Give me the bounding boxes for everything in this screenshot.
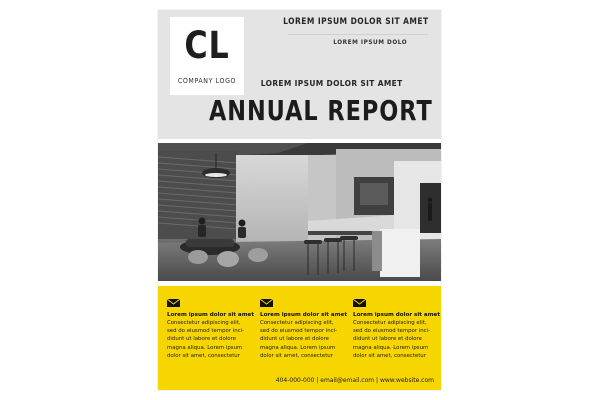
cover-header [158,10,441,139]
logo-caption: COMPANY LOGO [177,77,237,85]
column-body: Consectetur adipiscing elit, sed do eiusmod tempor inci- didunt ut labore et dolore magna aliqua. Lorem ipsum dolor sit amet, consectetur [260,320,338,359]
column-body: Consectetur adipiscing elit, sed do eiusmod tempor inci- didunt ut labore et dolore magna aliqua. Lorem ipsum dolor sit amet, consectetur [167,320,245,359]
logo-mark: CL [184,24,230,67]
info-column [260,299,347,360]
envelope-icon [167,299,180,307]
envelope-icon [353,299,366,307]
info-column [353,299,440,360]
contact-line: 404-000-000 | email@email.com | www.website.com [275,377,434,384]
info-column [167,299,254,360]
column-title: Lorem ipsum dolor sit amet [260,312,347,318]
report-cover [158,10,441,390]
cover-footer [158,286,441,390]
office-lounge-photo [158,143,441,281]
tagline-secondary: LOREM IPSUM DOLO [333,38,407,46]
column-title: Lorem ipsum dolor sit amet [353,312,440,318]
header-divider [288,34,428,35]
tagline-primary: LOREM IPSUM DOLOR SIT AMET [283,16,429,26]
column-body: Consectetur adipiscing elit, sed do eiusmod tempor inci- didunt ut labore et dolore magna aliqua. Lorem ipsum dolor sit amet, consectetur [353,320,431,359]
report-title: ANNUAL REPORT [209,94,433,127]
column-title: Lorem ipsum dolor sit amet [167,312,254,318]
envelope-icon [260,299,273,307]
company-logo [170,17,244,95]
title-overline: LOREM IPSUM DOLOR SIT AMET [261,78,403,88]
